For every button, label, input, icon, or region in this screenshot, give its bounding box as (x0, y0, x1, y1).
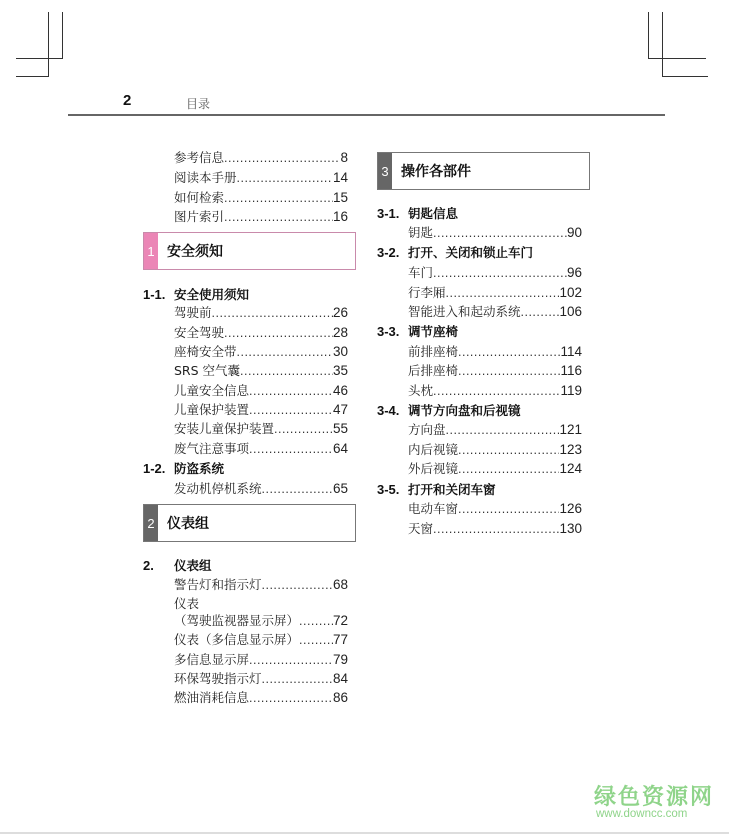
toc-entry[interactable]: 发动机停机系统 ..... 65 (174, 480, 348, 498)
chapter-3-title: 操作各部件 (401, 164, 471, 180)
toc-entry[interactable]: 警告灯和指示灯 ..... 68 (174, 576, 348, 594)
header-divider (68, 114, 665, 116)
toc-entry[interactable]: 智能进入和起动系统 ..... 106 (408, 303, 582, 321)
chapter-3-tab: 3 (378, 153, 392, 189)
chapter-2-title: 仪表组 (167, 516, 209, 532)
toc-entry[interactable]: 仪表（多信息显示屏） ..... 77 (174, 631, 348, 649)
section-heading[interactable]: 3-4. 调节方向盘和后视镜 (377, 403, 521, 418)
toc-entry[interactable]: 如何检索 ..... 15 (174, 189, 348, 207)
crop-mark (16, 58, 63, 59)
toc-entry[interactable]: 座椅安全带 ..... 30 (174, 343, 348, 361)
toc-entry[interactable]: 参考信息 ..... 8 (174, 149, 348, 167)
watermark-title: 绿色资源网 (594, 785, 715, 810)
toc-entry[interactable]: 电动车窗 ..... 126 (408, 500, 582, 518)
toc-entry[interactable]: 驾驶前 ..... 26 (174, 304, 348, 322)
page-number: 2 (123, 92, 132, 109)
section-heading[interactable]: 1-2. 防盗系统 (143, 461, 225, 476)
toc-entry[interactable]: 前排座椅 ..... 114 (408, 343, 582, 361)
crop-mark (648, 12, 649, 59)
section-heading[interactable]: 3-2. 打开、关闭和锁止车门 (377, 245, 534, 260)
crop-mark (662, 76, 708, 77)
chapter-1-header[interactable] (143, 232, 356, 270)
toc-entry[interactable]: 内后视镜 ..... 123 (408, 441, 582, 459)
chapter-2-tab: 2 (144, 505, 158, 541)
toc-entry[interactable]: 儿童安全信息 ..... 46 (174, 382, 348, 400)
crop-mark (62, 12, 63, 59)
toc-entry[interactable]: 安全驾驶 ..... 28 (174, 324, 348, 342)
crop-mark (648, 58, 706, 59)
toc-entry[interactable]: 方向盘 ..... 121 (408, 421, 582, 439)
chapter-1-title: 安全须知 (167, 244, 223, 260)
toc-entry[interactable]: 儿童保护装置 ..... 47 (174, 401, 348, 419)
toc-entry[interactable]: 燃油消耗信息 ..... 86 (174, 689, 348, 707)
toc-entry[interactable]: （驾驶监视器显示屏） ..... 72 (174, 612, 348, 630)
page-title: 目录 (186, 97, 211, 111)
toc-entry[interactable]: SRS 空气囊 ..... 35 (174, 362, 348, 380)
chapter-1-tab: 1 (144, 233, 158, 269)
crop-mark (16, 76, 49, 77)
toc-entry[interactable]: 钥匙 ..... 90 (408, 224, 582, 242)
toc-entry[interactable]: 后排座椅 ..... 116 (408, 362, 582, 380)
section-heading[interactable]: 2. 仪表组 (143, 558, 212, 573)
toc-entry[interactable]: 安装儿童保护装置 ..... 55 (174, 420, 348, 438)
crop-mark (48, 12, 49, 77)
chapter-2-header[interactable] (143, 504, 356, 542)
chapter-3-header[interactable] (377, 152, 590, 190)
crop-mark (662, 12, 663, 77)
toc-entry[interactable]: 阅读本手册 ..... 14 (174, 169, 348, 187)
toc-entry[interactable]: 废气注意事项 ..... 64 (174, 440, 348, 458)
toc-entry[interactable]: 多信息显示屏 ..... 79 (174, 651, 348, 669)
section-heading[interactable]: 1-1. 安全使用须知 (143, 287, 250, 302)
toc-entry[interactable]: 天窗 ..... 130 (408, 520, 582, 538)
toc-entry[interactable]: 环保驾驶指示灯 ..... 84 (174, 670, 348, 688)
section-heading[interactable]: 3-1. 钥匙信息 (377, 206, 459, 221)
toc-entry: 仪表 (174, 596, 200, 611)
watermark-url: www.downcc.com (596, 808, 688, 820)
toc-entry[interactable]: 头枕 ..... 119 (408, 382, 582, 400)
toc-entry[interactable]: 外后视镜 ..... 124 (408, 460, 582, 478)
section-heading[interactable]: 3-3. 调节座椅 (377, 324, 459, 339)
toc-entry[interactable]: 车门 ..... 96 (408, 264, 582, 282)
toc-entry[interactable]: 行李厢 ..... 102 (408, 284, 582, 302)
section-heading[interactable]: 3-5. 打开和关闭车窗 (377, 482, 496, 497)
toc-entry[interactable]: 图片索引 ..... 16 (174, 208, 348, 226)
